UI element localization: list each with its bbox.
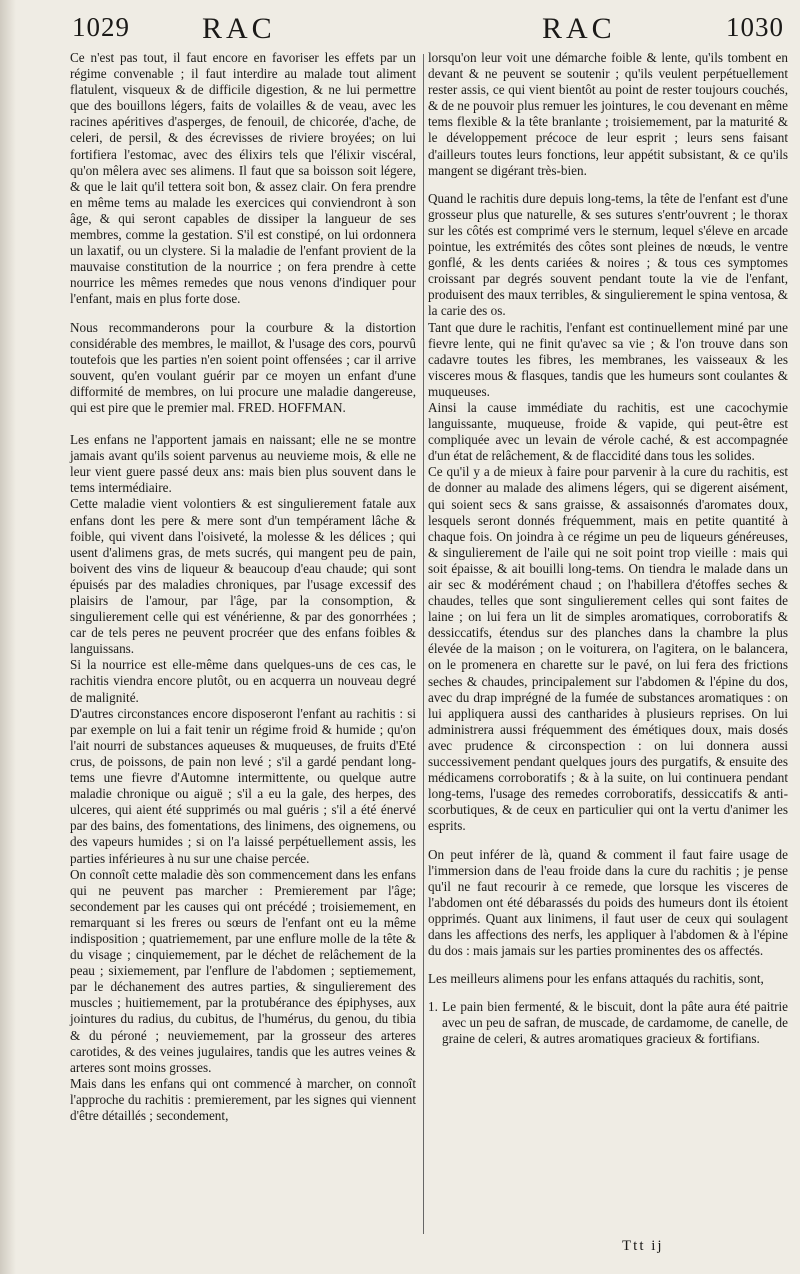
paragraph: Ce qu'il y a de mieux à faire pour parvenir à la cure du rachitis, est de donner au malade des alimens légers, qui se digerent aisément, qui soient secs & sans graisse, & assaisonnés d'aromates doux, lesquels seront donnés fréquemment, mais en petite quantité à chaque fois. On joindra à ce régime un peu de liqueurs généreuses, & singulierement de l'aile qui ne soit point trop vieille : mais qui soit épaisse, & ait bouilli long-tems. On tiendra le malade dans un air sec & modérément chaud ; on l'habillera d'étoffes seches & chaudes, telles que sont singulierement celles qui sont faites de laine ; on lui fera un lit de simples aromatiques, corroboratifs & dessiccatifs, étendus sur des planches dans la chambre la plus élevée de la maison ; on le voiturera, on l'agitera, on le balancera, on le promenera en charette sur le pavé, on lui fera des frictions seches & chaudes, principalement sur l'abdomen & l'épine du dos, avec du drap imprégné de la fumée de substances aromatiques : on lui appliquera aussi des cantharides à plusieurs reprises. On lui administrera aussi fréquemment des émétiques doux, mais dosés avec prudence & circonspection : on lui donnera aussi successivement pendant quelques jours des purgatifs, & ensuite des médicamens corroboratifs ; & à la suite, on lui continuera pendant long-tems, l'usage des remedes corroboratifs, dessiccatifs & anti-scorbutiques, & de ceux en particulier qui ont la vertu d'animer les esprits.: [428, 464, 788, 834]
paragraph: On peut inférer de là, quand & comment il faut faire usage de l'immersion dans de l'eau froide dans la cure du rachitis ; je pense qu'il ne faut recourir à ce remede, que lorsque les visceres de l'abdomen ont été débarassés du poids des humeurs dont ils étoient opprimés. Quant aux linimens, il faut user de ceux qui soulagent dans les affections des nerfs, les appliquer à l'abdomen & à l'épine du dos : mais jamais sur les parties prominentes des os affectés.: [428, 846, 788, 959]
paragraph: Cette maladie vient volontiers & est singulierement fatale aux enfans dont les pere & mere sont d'un tempérament lâche & foible, qui vivent dans l'oisiveté, la molesse & les délices ; qui usent d'alimens gras, de mets sucrés, qui mangent peu de pain, boivent des vins de liqueur & beaucoup d'eau chaude; qui sont épuisés par des maladies chroniques, par l'usage excessif des plaisirs de l'amour, par l'âge, par la consomption, & singulierement celle qui est vénérienne, & par des gonorrhées ; car de tels peres ne peuvent procréer que des enfans foibles & languissans.: [70, 496, 416, 657]
running-head-right: RAC: [542, 12, 616, 45]
left-column: [70, 50, 416, 1124]
paragraph: On connoît cette maladie dès son commencement dans les enfans qui ne peuvent pas marcher : Premierement par l'âge; secondement par les causes qui ont précédé ; troisiemement, en remarquant si les freres ou sœurs de l'enfant ont eu la même indisposition ; quatriemement, par une enflure molle de la tête & du visage ; cinquiemement, par le déchet de relâchement de la peau ; sixiemement, par l'enflure de l'abdomen ; septiemement, par le déchanement des autres parties, & singulierement des muscles ; huitiemement, par la protubérance des épiphyses, aux jointures du radius, du cubitus, de l'humérus, du genou, du tibia & du péroné ; neuviemement, par la grosseur des arteres carotides, & des veines jugulaires, tandis que les autres veines & arteres sont moins grosses.: [70, 866, 416, 1075]
right-column: [428, 50, 788, 1048]
signature-mark: Ttt ij: [622, 1238, 664, 1254]
paragraph: Mais dans les enfans qui ont commencé à marcher, on connoît l'approche du rachitis : premierement, par les signes qui viennent d'être détaillés ; secondement,: [70, 1075, 416, 1123]
paragraph: lorsqu'on leur voit une démarche foible & lente, qu'ils tombent en devant & ne peuvent se soutenir ; qu'ils veulent perpétuellement rester assis, ce qui vient bientôt au point de rester toujours couchés, & de ne pouvoir plus remuer les jointures, le cou devenant en même tems flexible & la tête branlante ; troisiemement, par la maturité & le développement précoce de leur esprit ; leurs sens faisant d'ailleurs toutes leurs fonctions, leur appétit subsistant, & ce qu'ils mangent se digérant très-bien.: [428, 50, 788, 178]
paragraph: Nous recommanderons pour la courbure & la distortion considérable des membres, le maillot, & l'usage des cors, pourvû toutefois que les parties n'en soient point offensées ; car il arrive souvent, qu'en voulant guérir par ce moyen un enfant d'une difformité de membres, on lui procure une maladie dangereuse, qui est pire que le premier mal. FRED. HOFFMAN.: [70, 319, 416, 415]
page-header: [20, 12, 784, 52]
page-number-right: 1030: [726, 12, 784, 42]
page-number-left: 1029: [72, 12, 130, 42]
paragraph: Quand le rachitis dure depuis long-tems, la tête de l'enfant est d'une grosseur plus que naturelle, & ses sutures s'entr'ouvrent ; le thorax sur les côtés est comprimé vers le sternum, lequel s'éleve en arcade pointue, les extrémités des côtes sont pleines de nœuds, le ventre gonflé, & les dents cariées & noires ; & tous ces symptomes croissant par degrés souvent pendant toute la vie de l'enfant, produisent des maux terribles, & singulierement le spina ventosa, & la carie des os.: [428, 190, 788, 319]
page-binding-edge: [0, 0, 16, 1274]
paragraph: Ainsi la cause immédiate du rachitis, est une cacochymie languissante, muqueuse, froide & vapide, qui peut-être est compliquée avec un levain de vérole caché, & est accompagnée d'un état de relâchement, & de flaccidité dans tous les solides.: [428, 399, 788, 464]
paragraph: D'autres circonstances encore disposeront l'enfant au rachitis : si par exemple on lui a fait tenir un régime froid & humide ; qu'on l'ait nourri de substances aqueuses & muqueuses, de fruits d'Eté crus, de poissons, de pain non levé ; s'il a gardé pendant long-tems une fievre d'Automne intermittente, ou quelque autre maladie chronique ou aiguë ; s'il a eu la gale, des herpes, des ulceres, qui aient été supprimés ou mal guéris ; s'il a été énervé par des bains, des fomentations, des linimens, des oignemens, ou des vapeurs humides ; si on l'a laissé perpétuellement assis, les parties inférieures à nu sur une chaise percée.: [70, 705, 416, 866]
paragraph: Les meilleurs alimens pour les enfans attaqués du rachitis, sont,: [428, 971, 764, 987]
running-head-left: RAC: [202, 12, 276, 45]
paragraph: Si la nourrice est elle-même dans quelques-uns de ces cas, le rachitis viendra encore plutôt, ou en acquerra un nouveau degré de malignité.: [70, 657, 416, 705]
paragraph: Tant que dure le rachitis, l'enfant est continuellement miné par une fievre lente, qui ne finit qu'avec sa vie ; & l'on trouve dans son cadavre toutes les fibres, les membranes, les vaisseaux & les visceres mous & flasques, tandis que les humeurs sont coulantes & muqueuses.: [428, 319, 788, 399]
paragraph: Ce n'est pas tout, il faut encore en favoriser les effets par un régime convenable ; il faut interdire au malade tout aliment flatulent, visqueux & de difficile digestion, & ne lui permettre que des bouillons légers, faits de volailles & de veau, avec les racines apéritives d'asperges, de fenouil, de chicorée, d'ache, de celeri, de persil, & des écrevisses de riviere broyées; on lui fortifiera l'estomac, avec des élixirs tels que l'élixir viscéral, qu'on mêlera avec ses alimens. Il faut que sa boisson soit légere, & que le lait qu'il tettera soit bon, & assez clair. On fera prendre en même tems au malade les exercices qui conviendront à son âge, & qui seront capables de dissiper la langueur de ses membres, comme la gestation. S'il est constipé, on lui ordonnera un laxatif, ou un clystere. Si la maladie de l'enfant provient de la mauvaise constitution de la nourrice ; on fera prendre à cette nourrice les mêmes remedes que nous venons d'indiquer pour l'enfant, mais en plus forte dose.: [70, 50, 416, 307]
paragraph: Les enfans ne l'apportent jamais en naissant; elle ne se montre jamais avant qu'ils soient parvenus au neuvieme mois, & elle ne leur vient guere passé deux ans: mais bien plus souvent dans le tems intermédiaire.: [70, 432, 416, 496]
list-item: 1. Le pain bien fermenté, & le biscuit, dont la pâte aura été paitrie avec un peu de safran, de muscade, de cardamome, de canelle, de graine de celeri, & autres aromatiques gracieux & fortifians.: [428, 999, 788, 1047]
column-divider: [423, 54, 424, 1234]
